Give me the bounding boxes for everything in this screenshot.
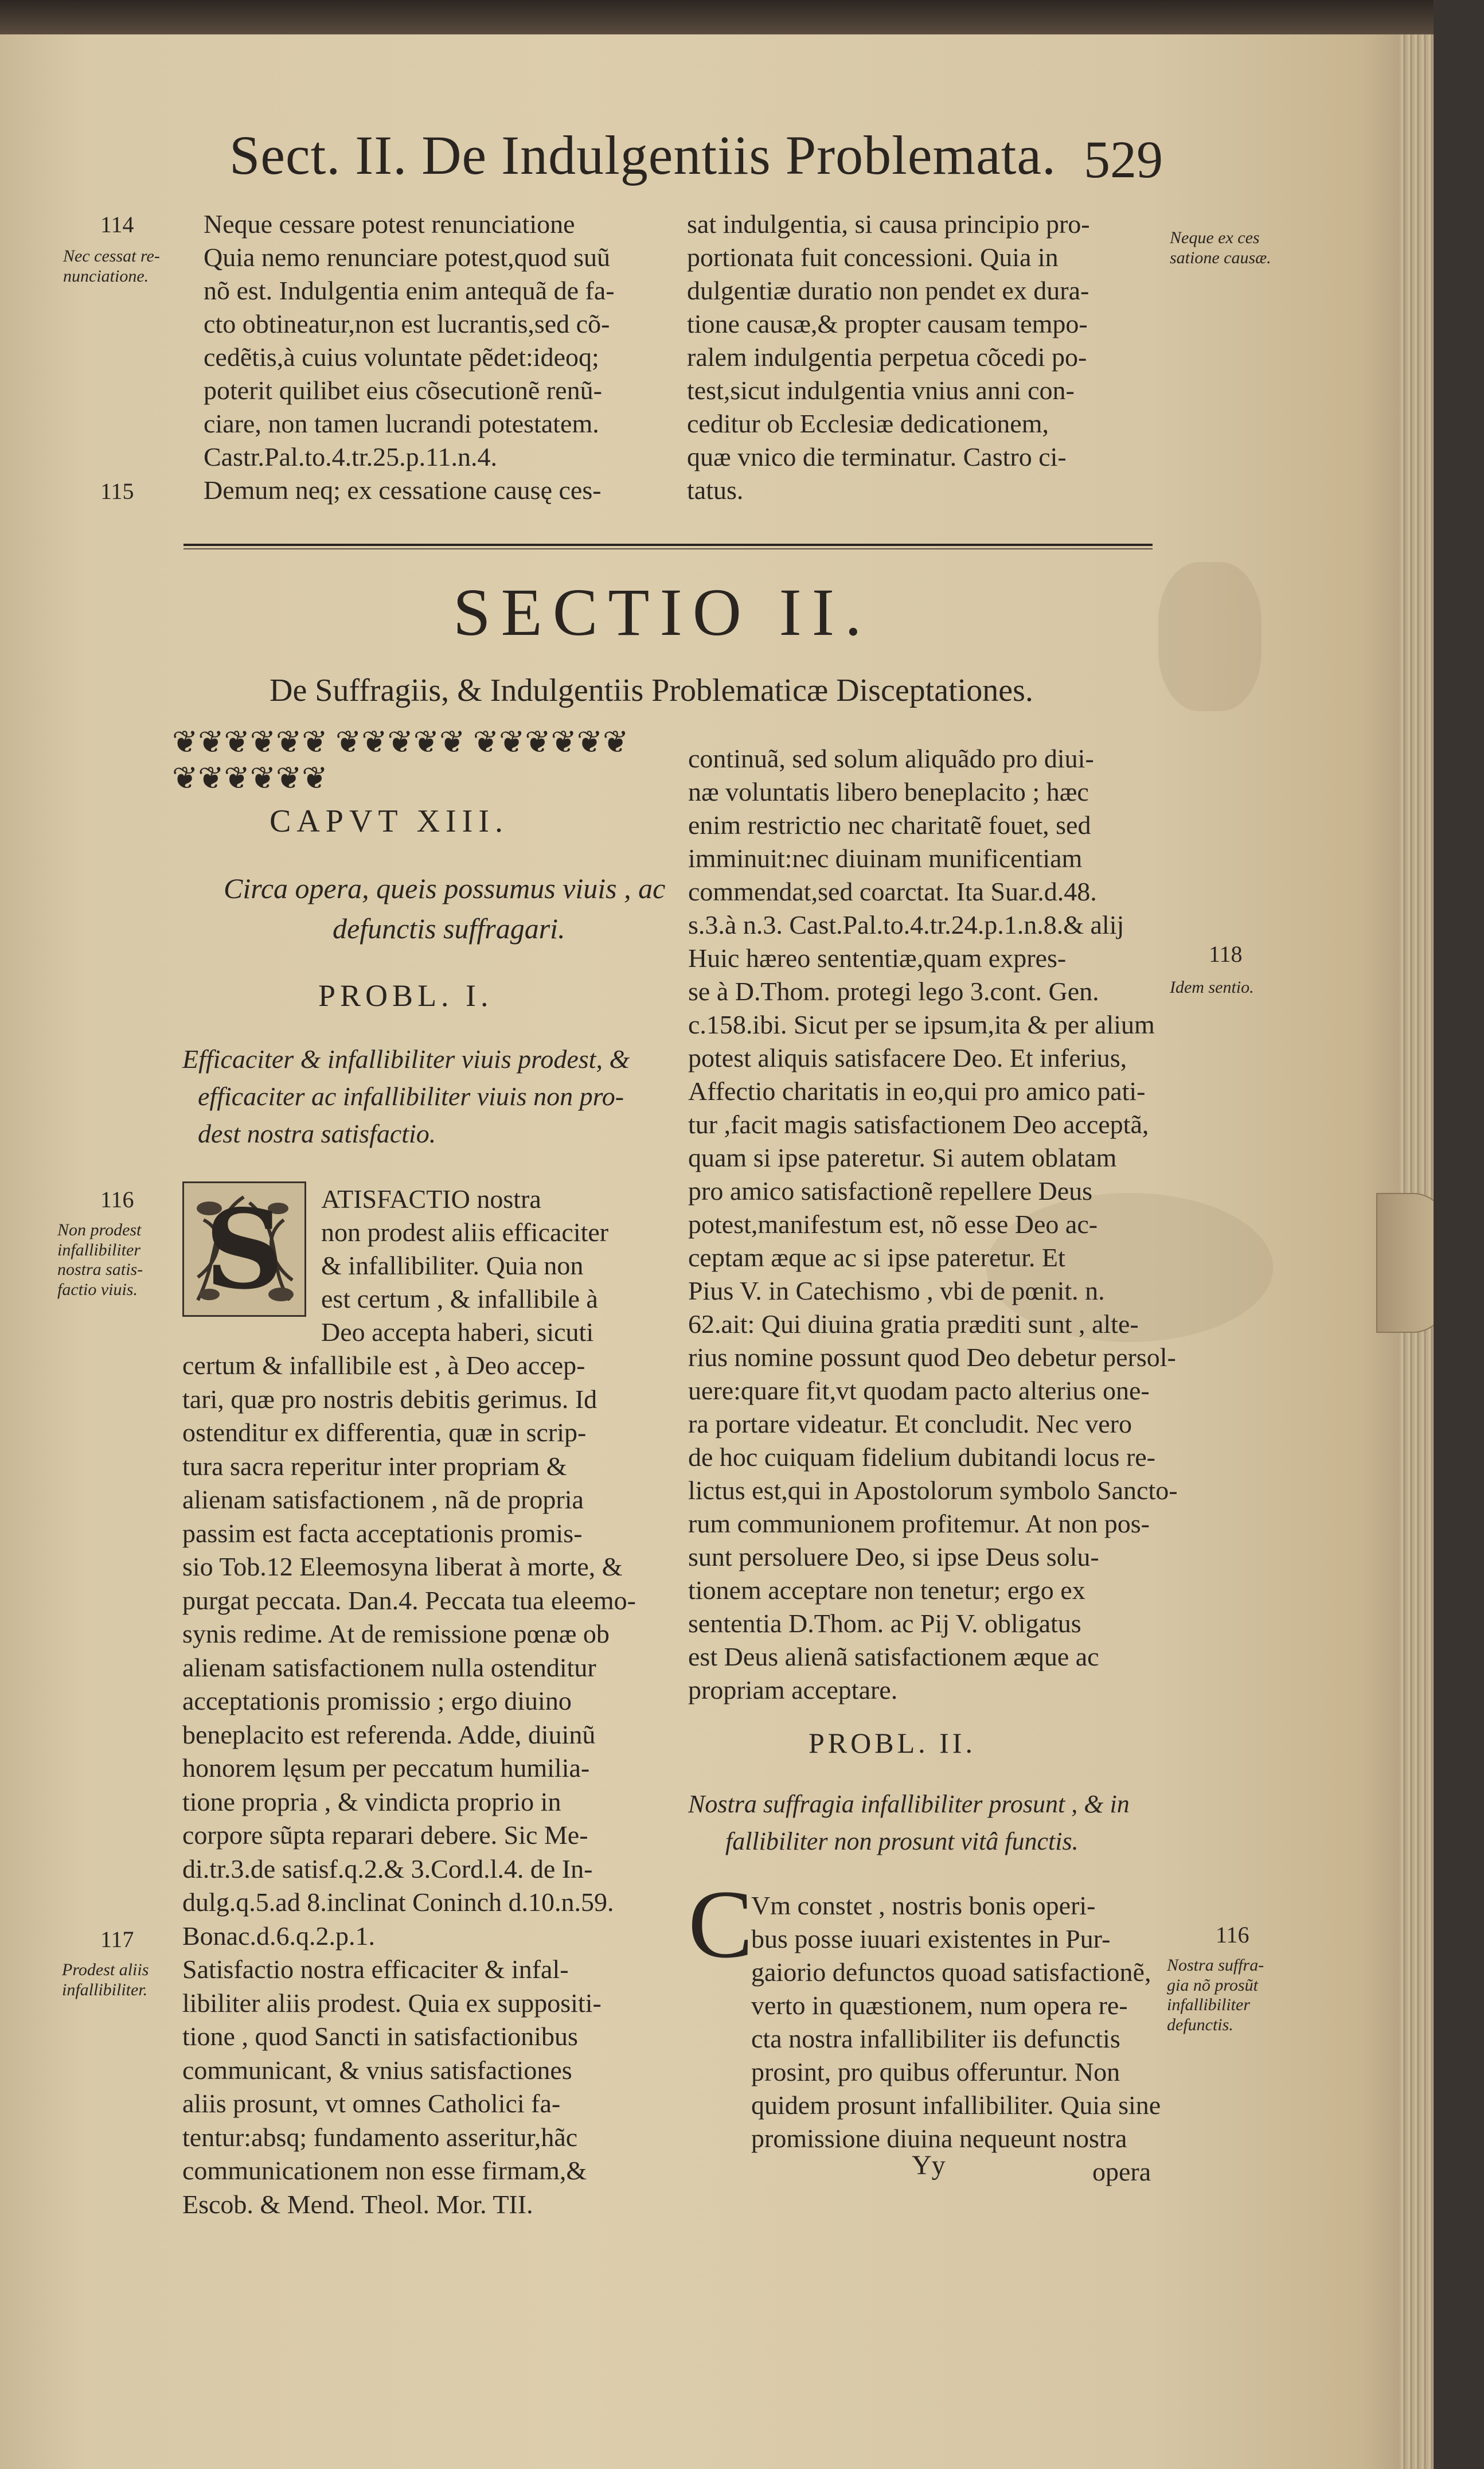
text-line: Pius V. in Catechismo , vbi de pœnit. n. — [688, 1276, 1105, 1305]
text-line: honorem lęsum per peccatum humilia- — [182, 1753, 590, 1782]
text-line: synis redime. At de remissione pœnæ ob — [182, 1619, 610, 1648]
decorated-initial — [182, 1181, 306, 1317]
paragraph-number: 116 — [1216, 1922, 1249, 1948]
text-line: portionata fuit concessioni. Quia in — [687, 243, 1059, 272]
text-line: ceditur ob Ecclesiæ dedicationem, — [687, 409, 1049, 438]
text-line: potest aliquis satisfacere Deo. Et inferius, — [688, 1043, 1127, 1072]
text-line: rum communionem profitemur. At non pos- — [688, 1509, 1150, 1538]
text-line: Escob. & Mend. Theol. Mor. TII. — [182, 2189, 533, 2219]
text-line: alienam satisfactionem nulla ostenditur — [182, 1652, 596, 1682]
section-title: SECTIO II. — [453, 575, 872, 650]
text-line: Bonac.d.6.q.2.p.1. — [182, 1921, 376, 1951]
text-line: tentur:absq; fundamento asseritur,hãc — [182, 2122, 578, 2152]
text-line: ceptam æque ac si ipse pateretur. Et — [688, 1243, 1065, 1272]
text-line: Affectio charitatis in eo,qui pro amico pati- — [688, 1076, 1146, 1106]
text-line: passim est facta acceptationis promis- — [182, 1518, 583, 1548]
text-line: corpore sũpta reparari debere. Sic Me- — [182, 1820, 588, 1850]
paragraph-number: 117 — [100, 1926, 134, 1952]
text-line: uere:quare fit,vt quodam pacto alterius one- — [688, 1376, 1150, 1405]
text-line: sat indulgentia, si causa principio pro- — [687, 209, 1090, 239]
text-line: Satisfactio nostra efficaciter & infal- — [182, 1955, 569, 1984]
text-line: lictus est,qui in Apostolorum symbolo Sancto- — [688, 1476, 1178, 1505]
text-line: non prodest aliis efficaciter — [321, 1218, 609, 1247]
text-line: quidem prosunt infallibiliter. Quia sine — [751, 2090, 1161, 2120]
text-line: ostenditur ex differentia, quæ in scrip- — [182, 1418, 587, 1447]
text-line: continuã, sed solum aliquãdo pro diui- — [688, 744, 1094, 773]
text-line: Huic hæreo sententiæ,quam expres- — [688, 943, 1067, 973]
initial-letter: C — [688, 1870, 753, 1978]
problem-title: PROBL. I. — [318, 978, 493, 1013]
problem-thesis: dest nostra satisfactio. — [198, 1119, 436, 1148]
text-line: est Deus alienã satisfactionem æque ac — [688, 1642, 1099, 1671]
text-line: tur ,facit magis satisfactionem Deo acceptã, — [688, 1110, 1149, 1139]
text-line: gaiorio defunctos quoad satisfactionẽ, — [751, 1957, 1151, 1987]
text-line: se à D.Thom. protegi lego 3.cont. Gen. — [688, 977, 1099, 1006]
text-line: est certum , & infallibile à — [321, 1284, 598, 1313]
text-line: dulgentiæ duratio non pendet ex dura- — [687, 276, 1089, 305]
text-line: verto in quæstionem, num opera re- — [751, 1991, 1128, 2020]
text-line: rius nomine possunt quod Deo debetur persol- — [688, 1343, 1176, 1372]
text-line: test,sicut indulgentia vnius anni con- — [687, 376, 1075, 405]
margin-note: Non prodest infallibiliter nostra satis- factio viuis. — [57, 1220, 143, 1299]
text-line: poterit quilibet eius cõsecutionẽ renũ- — [204, 376, 602, 405]
text-line: sunt persoluere Deo, si ipse Deus solu- — [688, 1542, 1099, 1571]
problem-title: PROBL. II. — [809, 1727, 976, 1759]
scan-top-border — [0, 0, 1434, 34]
page-clip — [1376, 1193, 1434, 1333]
paragraph-number: 114 — [100, 212, 134, 237]
text-line: ATISFACTIO nostra — [321, 1184, 541, 1214]
problem-thesis: efficaciter ac infallibiliter viuis non pro- — [198, 1082, 624, 1111]
signature-mark: Yy — [912, 2150, 946, 2181]
margin-note: Prodest aliis infallibiliter. — [62, 1960, 149, 1999]
text-line: purgat peccata. Dan.4. Peccata tua eleemo- — [182, 1585, 636, 1615]
text-line: Castr.Pal.to.4.tr.25.p.11.n.4. — [204, 442, 497, 471]
text-line: tari, quæ pro nostris debitis gerimus. Id — [182, 1384, 597, 1414]
text-line: potest,manifestum est, nõ esse Deo ac- — [688, 1210, 1098, 1239]
text-line: 62.ait: Qui diuina gratia præditi sunt , alte- — [688, 1309, 1139, 1339]
section-subtitle: De Suffragiis, & Indulgentiis Problematicæ Disceptationes. — [270, 673, 1033, 708]
paper-stain — [1158, 562, 1262, 711]
text-line: s.3.à n.3. Cast.Pal.to.4.tr.24.p.1.n.8.& alij — [688, 910, 1124, 939]
section-rule — [183, 544, 1153, 546]
text-line: tione causæ,& propter causam tempo- — [687, 309, 1088, 338]
text-line: acceptationis promissio ; ergo diuino — [182, 1686, 572, 1715]
problem-thesis: Nostra suffragia infallibiliter prosunt , & in — [688, 1790, 1130, 1818]
text-line: enim restrictio nec charitatẽ fouet, sed — [688, 810, 1091, 840]
text-line: cedẽtis,à cuius voluntate pẽdet:ideoq; — [204, 342, 599, 372]
text-line: tione , quod Sancti in satisfactionibus — [182, 2022, 578, 2051]
text-line: di.tr.3.de satisf.q.2.& 3.Cord.l.4. de In- — [182, 1854, 593, 1883]
text-line: sio Tob.12 Eleemosyna liberat à morte, & — [182, 1552, 623, 1581]
fleuron-ornament: ❦❦❦❦❦❦ ❦❦❦❦❦ ❦❦❦❦❦❦ ❦❦❦❦❦❦ — [172, 725, 629, 795]
text-line: sententia D.Thom. ac Pij V. obligatus — [688, 1609, 1081, 1638]
text-line: communicationem non esse firmam,& — [182, 2156, 587, 2185]
text-line: pro amico satisfactionẽ repellere Deus — [688, 1176, 1093, 1206]
text-line: alienam satisfactionem , nã de propria — [182, 1485, 584, 1514]
margin-note: Neque ex ces satione causæ. — [1170, 228, 1271, 267]
text-line: communicant, & vnius satisfactiones — [182, 2055, 572, 2085]
text-line: propriam acceptare. — [688, 1675, 898, 1704]
text-line: cta nostra infallibiliter iis defunctis — [751, 2024, 1120, 2053]
text-line: Vm constet , nostris bonis operi- — [751, 1891, 1096, 1920]
text-line: libiliter aliis prodest. Quia ex suppositi- — [182, 1988, 602, 2018]
text-line: tatus. — [687, 475, 744, 505]
running-head: Sect. II. De Indulgentiis Problemata. — [229, 124, 1056, 186]
text-line: tionem acceptare non tenetur; ergo ex — [688, 1575, 1085, 1605]
text-line: Demum neq; ex cessatione causę ces- — [204, 475, 602, 505]
problem-thesis: fallibiliter non prosunt vitâ functis. — [725, 1827, 1079, 1855]
text-line: Quia nemo renunciare potest,quod suũ — [204, 243, 610, 272]
text-line: ciare, non tamen lucrandi potestatem. — [204, 409, 599, 438]
page-number: 529 — [1084, 130, 1163, 189]
catchword: opera — [1092, 2157, 1151, 2186]
paragraph-number: 116 — [100, 1187, 134, 1212]
paragraph-number: 115 — [100, 478, 134, 504]
margin-note: Nostra suffra- gia nõ prosũt infallibiliter defunctis. — [1167, 1956, 1264, 2034]
text-line: cto obtineatur,non est lucrantis,sed cõ- — [204, 309, 610, 338]
text-line: næ voluntatis libero beneplacito ; hæc — [688, 777, 1089, 806]
text-line: dulg.q.5.ad 8.inclinat Coninch d.10.n.59. — [182, 1887, 614, 1917]
text-line: ralem indulgentia perpetua cõcedi po- — [687, 342, 1087, 372]
chapter-heading: defunctis suffragari. — [333, 912, 565, 945]
problem-thesis: Efficaciter & infallibiliter viuis prodest, & — [182, 1044, 630, 1074]
text-line: quam si ipse pateretur. Si autem oblatam — [688, 1143, 1117, 1172]
text-line: imminuit:nec diuinam munificentiam — [688, 844, 1083, 873]
initial-letter: S — [205, 1185, 284, 1313]
text-line: c.158.ibi. Sicut per se ipsum,ita & per alium — [688, 1010, 1155, 1039]
text-line: commendat,sed coarctat. Ita Suar.d.48. — [688, 877, 1097, 906]
text-line: ra portare videatur. Et concludit. Nec vero — [688, 1409, 1132, 1438]
paragraph-number: 118 — [1209, 941, 1243, 967]
text-line: aliis prosunt, vt omnes Catholici fa- — [182, 2089, 561, 2118]
text-line: nõ est. Indulgentia enim antequã de fa- — [204, 276, 615, 305]
text-line: beneplacito est referenda. Adde, diuinũ — [182, 1719, 596, 1749]
text-line: tione propria , & vindicta proprio in — [182, 1787, 561, 1816]
margin-note: Idem sentio. — [1170, 978, 1254, 997]
chapter-title: CAPVT XIII. — [270, 804, 509, 839]
text-line: prosint, pro quibus offeruntur. Non — [751, 2057, 1120, 2086]
text-line: quæ vnico die terminatur. Castro ci- — [687, 442, 1067, 471]
text-line: Neque cessare potest renunciatione — [204, 209, 575, 239]
text-line: & infallibiliter. Quia non — [321, 1251, 584, 1280]
text-line: de hoc cuiquam fidelium dubitandi locus re- — [688, 1442, 1155, 1472]
text-line: promissione diuina nequeunt nostra — [751, 2124, 1127, 2153]
margin-note: Nec cessat re- nunciatione. — [63, 247, 160, 286]
chapter-heading: Circa opera, queis possumus viuis , ac — [224, 872, 666, 904]
text-line: bus posse iuuari existentes in Pur- — [751, 1924, 1111, 1953]
text-line: certum & infallibile est , à Deo accep- — [182, 1351, 585, 1380]
text-line: tura sacra reperitur inter propriam & — [182, 1451, 567, 1481]
text-line: Deo accepta haberi, sicuti — [321, 1317, 594, 1347]
